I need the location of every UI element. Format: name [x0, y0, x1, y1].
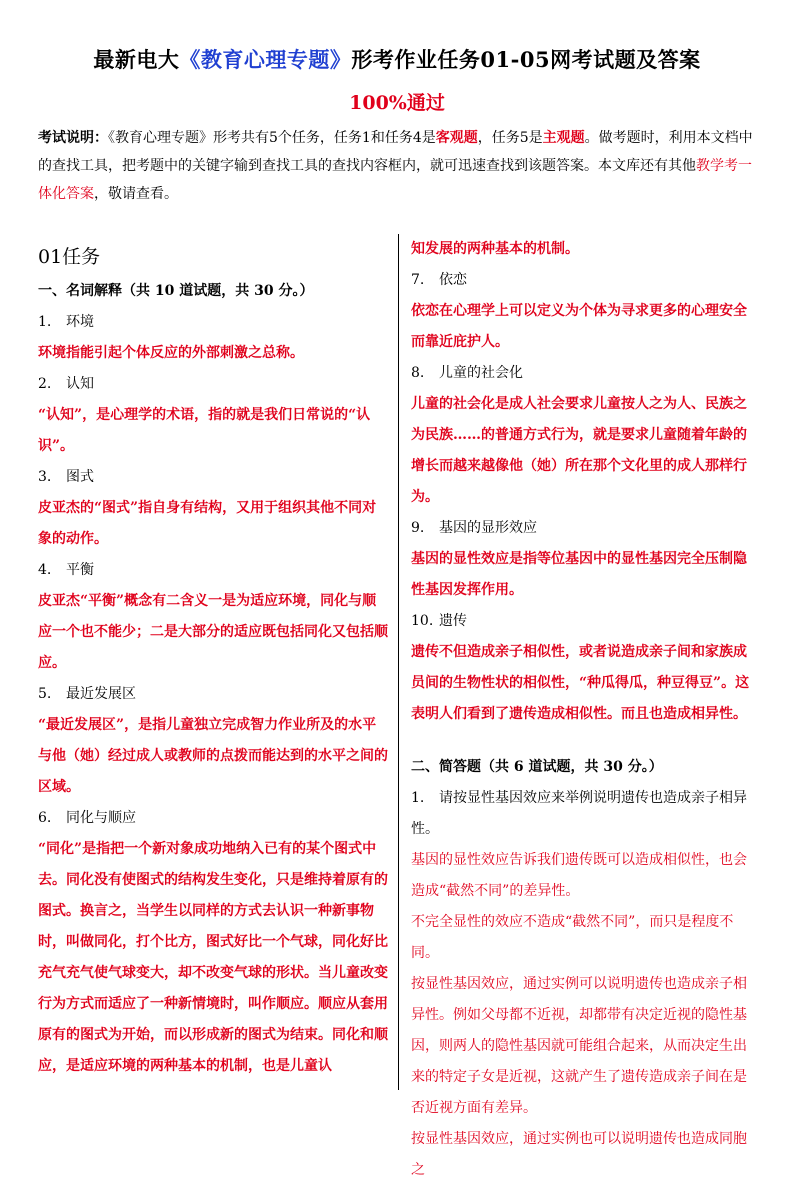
- term-answer: “认知”，是心理学的术语，指的就是我们日常说的“认识”。: [38, 407, 371, 454]
- term-question: [411, 358, 759, 389]
- instructions-text-2: ，任务5是: [477, 130, 543, 146]
- term-answer: 遗传不但造成亲子相似性，或者说造成亲子间和家族成员间的生物性状的相似性，“种瓜得瓜，种豆得豆”。这表明人们看到了遗传造成相似性。而且也造成相异性。: [411, 644, 750, 722]
- term-word: 遗传: [439, 613, 467, 629]
- document-subtitle: 100%通过: [349, 92, 445, 114]
- question-number: 1.: [411, 790, 425, 806]
- term-question: [411, 606, 759, 637]
- term-question: [38, 369, 388, 400]
- term-number: 5.: [38, 686, 52, 702]
- term-answer: 皮亚杰“平衡”概念有二含义一是为适应环境，同化与顺应一个也不能少；二是大部分的适应既包括同化又包括顺应。: [38, 593, 388, 671]
- term-number: 2.: [38, 376, 52, 392]
- column-divider: [398, 234, 399, 1090]
- section-heading-terms: 一、名词解释（共 10 道试题，共 30 分。）: [38, 283, 314, 299]
- term-question: [38, 555, 388, 586]
- document-title: [0, 44, 794, 74]
- term-number: 6.: [38, 810, 52, 826]
- term-question: [38, 462, 388, 493]
- term-number: 3.: [38, 469, 52, 485]
- right-column: [411, 234, 759, 1186]
- term-question: [411, 265, 759, 296]
- title-suffix: 形考作业任务01-05网考试题及答案: [351, 47, 701, 72]
- instructions-text-1: 《教育心理专题》形考共有5个任务，任务1和任务4是: [108, 130, 436, 146]
- term-answer: 环境指能引起个体反应的外部刺激之总称。: [38, 345, 304, 361]
- left-column: [38, 240, 388, 1082]
- term-word: 儿童的社会化: [439, 365, 523, 381]
- question-text: 请按显性基因效应来举例说明遗传也造成亲子相异性。: [411, 790, 747, 837]
- term-word: 图式: [66, 469, 94, 485]
- term-number: 1.: [38, 314, 52, 330]
- term-answer: 依恋在心理学上可以定义为个体为寻求更多的心理安全而靠近庇护人。: [411, 303, 747, 350]
- term-word: 最近发展区: [66, 686, 136, 702]
- term-answer: “最近发展区”，是指儿童独立完成智力作业所及的水平与他（她）经过成人或教师的点拨而能达到的水平之间的区域。: [38, 717, 388, 795]
- term-word: 认知: [66, 376, 94, 392]
- term-number: 4.: [38, 562, 52, 578]
- short-answer-paragraph: 按显性基因效应，通过实例也可以说明遗传也造成同胞之: [411, 1131, 747, 1178]
- title-course-name: 《教育心理专题》: [179, 47, 352, 72]
- term-word: 依恋: [439, 272, 467, 288]
- term-question: [38, 679, 388, 710]
- term-number: 9.: [411, 520, 425, 536]
- short-answer-paragraph: 按显性基因效应，通过实例可以说明遗传也造成亲子相异性。例如父母都不近视，却都带有决定近视的隐性基因，则两人的隐性基因就可能组合起来，从而决定生出来的特定子女是近视，这就产生了遗传造成亲子间在是否近视方面有差异。: [411, 976, 747, 1116]
- subjective-highlight: 主观题: [542, 130, 585, 146]
- term-number: 7.: [411, 272, 425, 288]
- term-answer: 基因的显性效应是指等位基因中的显性基因完全压制隐性基因发挥作用。: [411, 551, 747, 598]
- objective-highlight: 客观题: [435, 130, 478, 146]
- terms-list-right: [411, 234, 759, 730]
- title-prefix: 最新电大: [93, 47, 180, 72]
- short-answer-paragraph: 基因的显性效应告诉我们遗传既可以造成相似性，也会造成“截然不同”的差异性。: [411, 852, 747, 899]
- terms-list-left: [38, 307, 388, 1082]
- term-answer: 儿童的社会化是成人社会要求儿童按人之为人、民族之为民族……的普通方式行为，就是要求儿童随着年龄的增长而越来越像他（她）所在那个文化里的成人那样行为。: [411, 396, 747, 505]
- section-gap: [411, 730, 759, 752]
- exam-instructions: [38, 124, 758, 208]
- term-answer: 皮亚杰的“图式”指自身有结构，又用于组织其他不同对象的动作。: [38, 500, 377, 547]
- term-question: [38, 307, 388, 338]
- term-answer: “同化”是指把一个新对象成功地纳入已有的某个图式中去。同化没有使图式的结构发生变化，只是维持着原有的图式。换言之，当学生以同样的方式去认识一种新事物时，叫做同化，打个比方，图式好比一个气球，同化好比充气充气使气球变大，却不改变气球的形状。当儿童改变行为方式而适应了一种新情境时，叫作顺应。顺应从套用原有的图式为开始，而以形成新的图式为结束。同化和顺应，是适应环境的两种基本的机制，也是儿童认: [38, 841, 388, 1074]
- term-word: 平衡: [66, 562, 94, 578]
- instructions-label: 考试说明：: [38, 130, 108, 146]
- term-question: [411, 513, 759, 544]
- term-word: 基因的显形效应: [439, 520, 537, 536]
- term-answer-continued: 知发展的两种基本的机制。: [411, 241, 579, 257]
- term-number: 10.: [411, 613, 434, 629]
- instructions-text-4: ，敬请查看。: [94, 186, 178, 202]
- instructions-text-3: 。做考题时，利用本文档中的查找工具，把考题中的关键字输到查找工具的查找内容框内，就可迅速查找到该题答案。本文库还有其他: [38, 130, 753, 174]
- term-number: 8.: [411, 365, 425, 381]
- short-question: [411, 783, 759, 845]
- short-answer-paragraph: 不完全显性的效应不造成“截然不同”，而只是程度不同。: [411, 914, 734, 961]
- integrated-answers-link[interactable]: 教学考一体化答案: [38, 158, 752, 202]
- term-word: 环境: [66, 314, 94, 330]
- section-heading-short-answer: 二、简答题（共 6 道试题，共 30 分。）: [411, 759, 663, 775]
- term-question: [38, 803, 388, 834]
- term-word: 同化与顺应: [66, 810, 136, 826]
- task-heading: 01任务: [38, 246, 101, 268]
